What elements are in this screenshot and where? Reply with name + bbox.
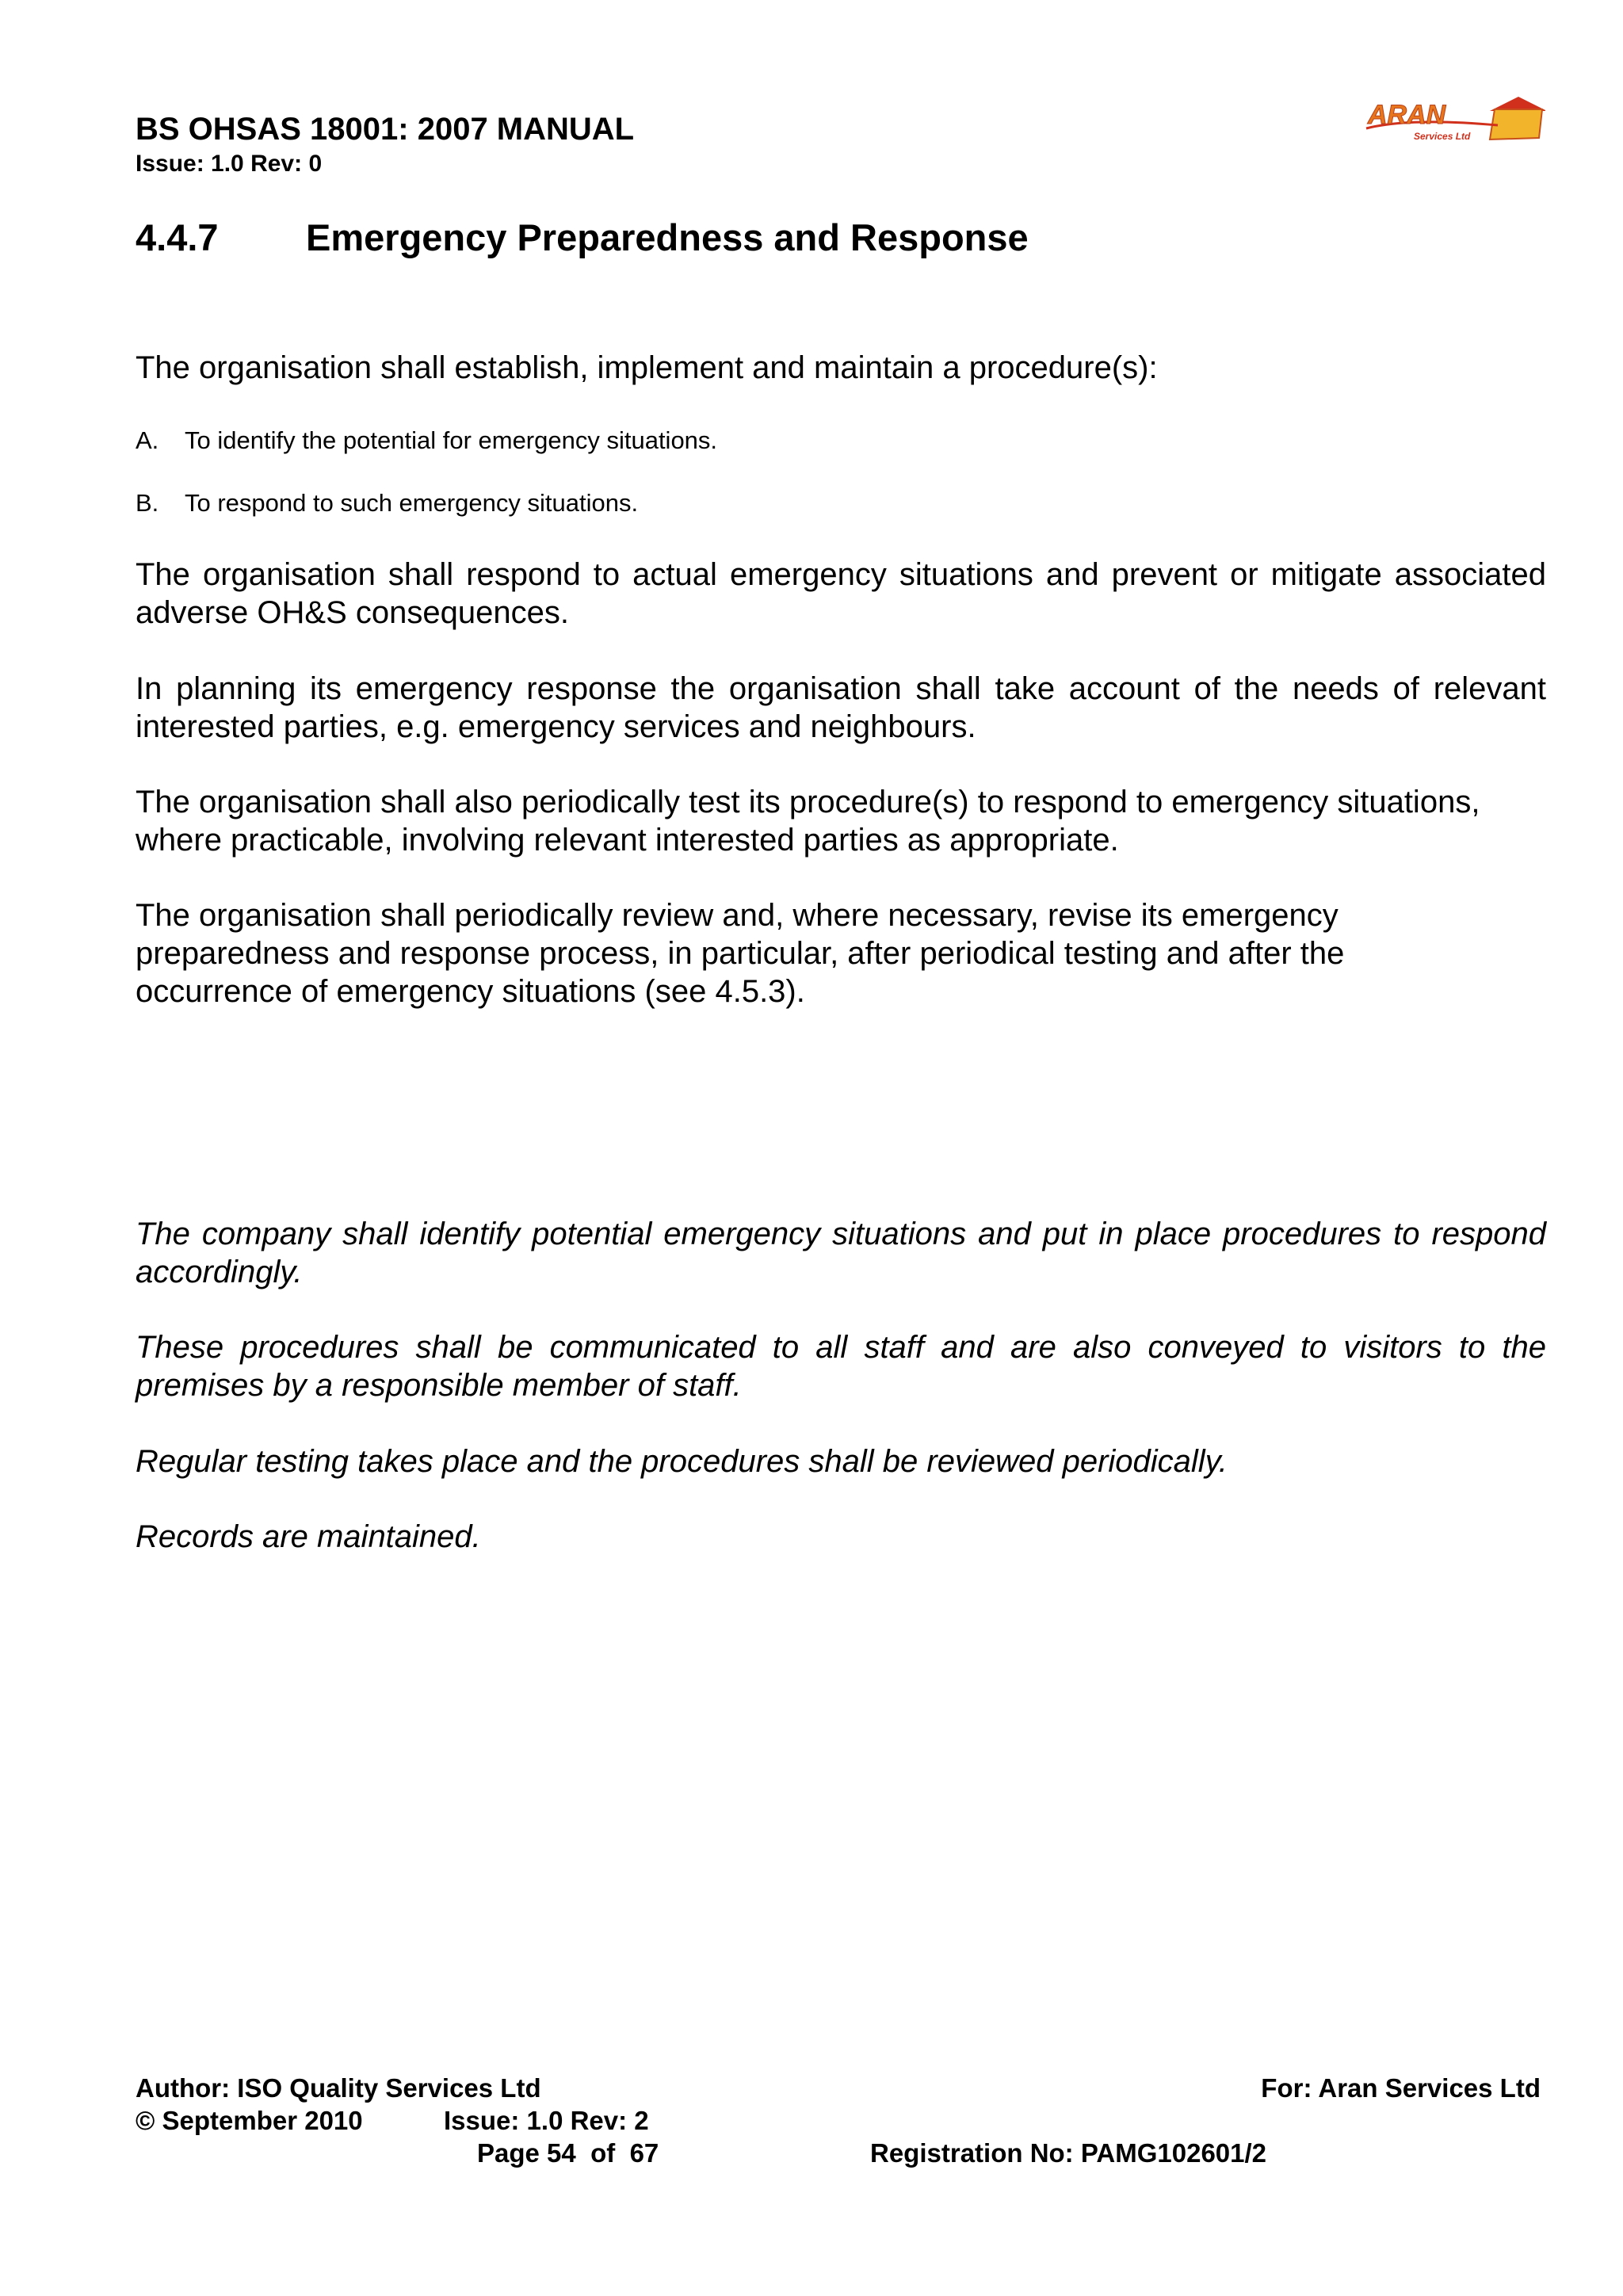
footer-copyright: © September 2010: [136, 2106, 363, 2135]
list-item-b: [136, 488, 638, 518]
list-letter: B.: [136, 489, 159, 517]
company-statement: Records are maintained.: [136, 1519, 481, 1554]
footer-registration: Registration No: PAMG102601/2: [870, 2138, 1267, 2168]
list-text: To respond to such emergency situations.: [185, 489, 639, 517]
company-statement: These procedures shall be communicated to all staff and are also conveyed to visitors to the premises by a responsible member of staff.: [136, 1330, 1546, 1403]
requirement-paragraph: The organisation shall also periodically test its procedure(s) to respond to emergency situations, where practicable, involving relevant interested parties as appropriate.: [136, 785, 1480, 858]
footer-issue: Issue: 1.0 Rev: 2: [444, 2106, 649, 2135]
section-heading: [136, 216, 1029, 260]
list-item-a: [136, 426, 717, 456]
footer-for: For: Aran Services Ltd: [1261, 2073, 1541, 2103]
header-issue: Issue: 1.0 Rev: 0: [136, 151, 323, 177]
footer-page-number: Page 54 of 67: [477, 2138, 659, 2168]
requirement-paragraph: In planning its emergency response the organisation shall take account of the needs of relevant interested parties, e.g. emergency services and neighbours.: [136, 671, 1546, 744]
aran-logo: [1363, 94, 1545, 144]
list-letter: A.: [136, 426, 159, 454]
requirements-intro: The organisation shall establish, implement and maintain a procedure(s):: [136, 350, 1158, 385]
requirement-paragraph: The organisation shall respond to actual emergency situations and prevent or mitigate associated adverse OH&S consequences.: [136, 557, 1546, 630]
footer-author: Author: ISO Quality Services Ltd: [136, 2073, 541, 2103]
list-text: To identify the potential for emergency situations.: [185, 426, 718, 454]
section-number: 4.4.7: [136, 216, 219, 258]
company-statement: The company shall identify potential emergency situations and put in place procedures to respond accordingly.: [136, 1217, 1546, 1289]
logo-wordmark: ARAN: [1368, 100, 1446, 130]
requirement-paragraph: The organisation shall periodically review and, where necessary, revise its emergency preparedness and response process, in particular, after periodical testing and after the occurrence of emergency situations (see 4.5.3).: [136, 898, 1345, 1009]
section-title: Emergency Preparedness and Response: [306, 216, 1029, 258]
manual-title: BS OHSAS 18001: 2007 MANUAL: [136, 112, 635, 147]
logo-subtitle: Services Ltd: [1414, 131, 1471, 142]
company-statement: Regular testing takes place and the procedures shall be reviewed periodically.: [136, 1444, 1228, 1479]
